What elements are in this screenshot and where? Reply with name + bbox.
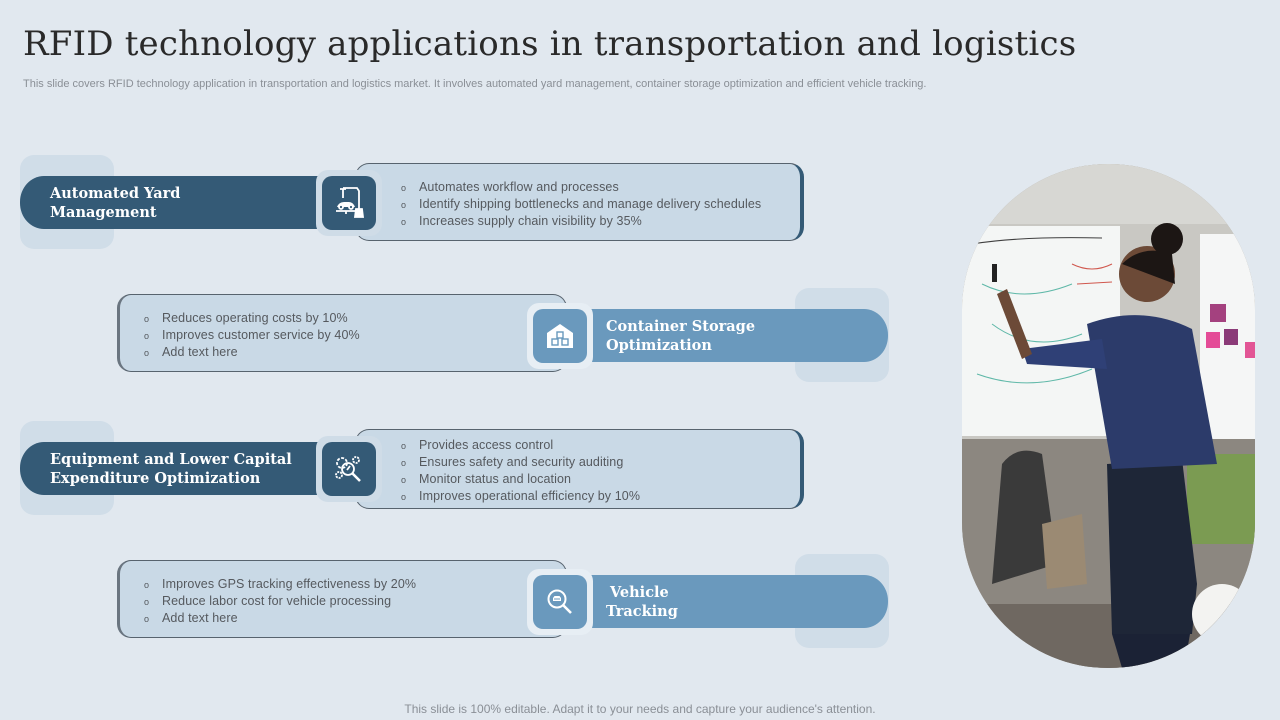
bullet-item: o Automates workflow and processes: [401, 180, 619, 194]
bullet-item: o Add text here: [144, 345, 238, 359]
item-title-line2: Expenditure Optimization: [50, 469, 261, 487]
item-title-line1: Equipment and Lower Capital: [50, 450, 292, 468]
vehicle-search-icon: [533, 575, 587, 629]
slide-footer: This slide is 100% editable. Adapt it to your needs and capture your audience's attention.: [404, 702, 876, 716]
woman-whiteboard-photo: [962, 164, 1255, 668]
item-title-line2: Management: [50, 203, 157, 221]
bullet-item: o Improves GPS tracking effectiveness by 20%: [144, 577, 417, 591]
bullet-item: o Reduce labor cost for vehicle processing: [144, 594, 392, 608]
title-banner: [588, 309, 888, 362]
bullet-card: [117, 294, 567, 372]
warehouse-icon: [533, 309, 587, 363]
bullet-item: o Reduces operating costs by 10%: [144, 311, 348, 325]
bullet-item: o Monitor status and location: [401, 472, 572, 486]
icon-frame: [527, 569, 593, 635]
icon-frame: [316, 436, 382, 502]
item-title-line2: Optimization: [606, 336, 712, 354]
title-banner: [588, 575, 888, 628]
icon-frame: [527, 303, 593, 369]
bullet-card: [355, 429, 804, 509]
bullet-card: [355, 163, 804, 241]
item-title-line1: Automated Yard: [50, 184, 181, 202]
title-banner: [20, 176, 320, 229]
bullet-item: o Increases supply chain visibility by 35%: [401, 214, 642, 228]
robotic-car-assembly-icon: [322, 176, 376, 230]
bullet-item: o Provides access control: [401, 438, 554, 452]
item-title-line1: Vehicle: [610, 583, 669, 601]
bullet-card: [117, 560, 567, 638]
bullet-item: o Identify shipping bottlenecks and manage delivery schedules: [401, 197, 762, 211]
slide-title: RFID technology applications in transportation and logistics: [23, 24, 1077, 64]
icon-frame: [316, 170, 382, 236]
bullet-item: o Add text here: [144, 611, 238, 625]
bullet-item: o Improves customer service by 40%: [144, 328, 360, 342]
item-title-line1: Container Storage: [606, 317, 756, 335]
gear-magnifier-icon: [322, 442, 376, 496]
title-banner: [20, 442, 320, 495]
bullet-item: o Ensures safety and security auditing: [401, 455, 624, 469]
slide-subtitle: This slide covers RFID technology application in transportation and logistics market. It involves automated yard management, container storage optimization and efficient vehicle tracking.: [23, 78, 927, 90]
bullet-item: o Improves operational efficiency by 10%: [401, 489, 641, 503]
item-title-line2: Tracking: [606, 602, 678, 620]
